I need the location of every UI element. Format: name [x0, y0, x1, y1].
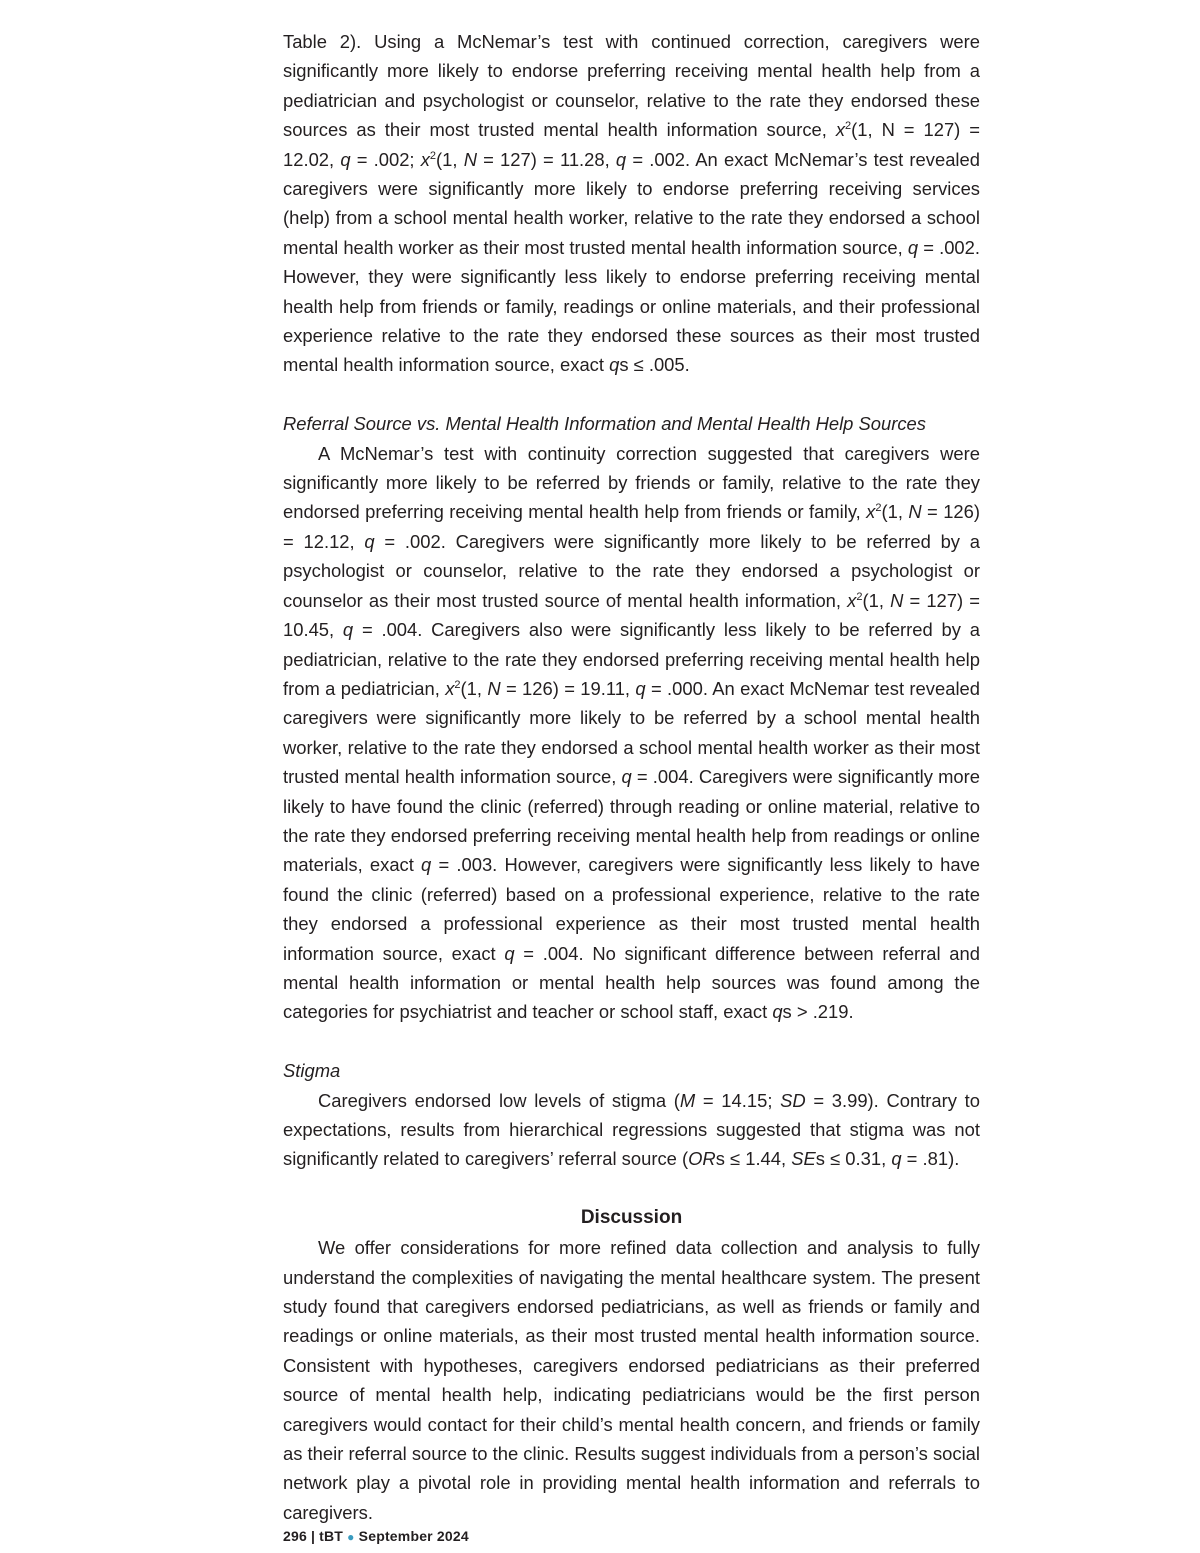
bullet-dot-icon: ● — [347, 1530, 355, 1544]
paragraph-discussion: We offer considerations for more refined data collection and analysis to fully understand the complexities of navigating the mental healthcare system. The present study found that caregivers endorsed pediatricians, as well as friends or family and readings or online materials, as their most trusted mental health information source. Consistent with hypotheses, caregivers endorsed pediatricians as their preferred source of mental health help, indicating pediatricians would be the first person caregivers would contact for their child’s mental health concern, and friends or family as their referral source to the clinic. Results suggest individuals from a person’s social network play a pivotal role in providing mental health information and referrals to caregivers. — [283, 1237, 980, 1523]
footer-separator: | — [310, 1528, 316, 1544]
referral-subheading: Referral Source vs. Mental Health Information and Mental Health Help Sources — [283, 413, 926, 435]
page-number: 296 — [283, 1528, 307, 1544]
discussion-heading: Discussion — [580, 1207, 683, 1229]
issue-date: September 2024 — [358, 1528, 469, 1544]
article-column — [283, 27, 980, 1527]
paragraph-continued: Table 2). Using a McNemar’s test with continued correction, caregivers were significantly more likely to endorse preferring receiving mental health help from a pediatrician and psychologist or counselor, relative to the rate they endorsed these sources as their most trusted mental health information source, $x^2(1$, N = 127) = 12.02, q = .002; $x^2(1$, N = 127) = 11.28, q = .002. An exact McNemar’s test revealed caregivers were significantly more likely to endorse preferring receiving services (help) from a school mental health worker, relative to the rate they endorsed a school mental health worker as their most trusted mental health information source, q = .002. However, they were significantly less likely to endorse preferring receiving mental health help from friends or family, readings or online materials, and their professional experience relative to the rate they endorsed these sources as their most trusted mental health information source, exact qs ≤ .005. — [283, 31, 980, 376]
paragraph-referral: A McNemar’s test with continuity correction suggested that caregivers were significantly more likely to be referred by friends or family, relative to the rate they endorsed preferring receiving mental health help from friends or family, $x^2(1$, N = 126) = 12.12, q = .002. Caregivers were significantly more likely to be referred by a psychologist or counselor, relative to the rate they endorsed a psychologist or counselor as their most trusted source of mental health information, $x^2(1$, N = 127) = 10.45, q = .004. Caregivers also were significantly less likely to be referred by a pediatrician, relative to the rate they endorsed preferring receiving mental health help from a pediatrician, $x^2(1$, N = 126) = 19.11, q = .000. An exact McNemar test revealed caregivers were significantly more likely to be referred by a school mental health worker, relative to the rate they endorsed a school mental health worker as their most trusted mental health information source, q = .004. Caregivers were significantly more likely to have found the clinic (referred) through reading or online material, relative to the rate they endorsed preferring receiving mental health help from readings or online materials, exact q = .003. However, caregivers were significantly less likely to have found the clinic (referred) based on a professional experience, relative to the rate they endorsed a professional experience as their most trusted mental health information source, exact q = .004. No significant difference between referral and mental health information or mental health help sources was found among the categories for psychiatrist and teacher or school staff, exact qs > .219. — [283, 442, 981, 1023]
paragraph-stigma: Caregivers endorsed low levels of stigma (M = 14.15; SD = 3.99). Contrary to expectations, results from hierarchical regressions suggested that stigma was not significantly related to caregivers’ referral source (ORs ≤ 1.44, SEs ≤ 0.31, q = .81). — [283, 1089, 980, 1170]
stigma-subheading: Stigma — [283, 1060, 341, 1082]
journal-name: tBT — [319, 1528, 344, 1544]
page-footer — [283, 1528, 469, 1544]
